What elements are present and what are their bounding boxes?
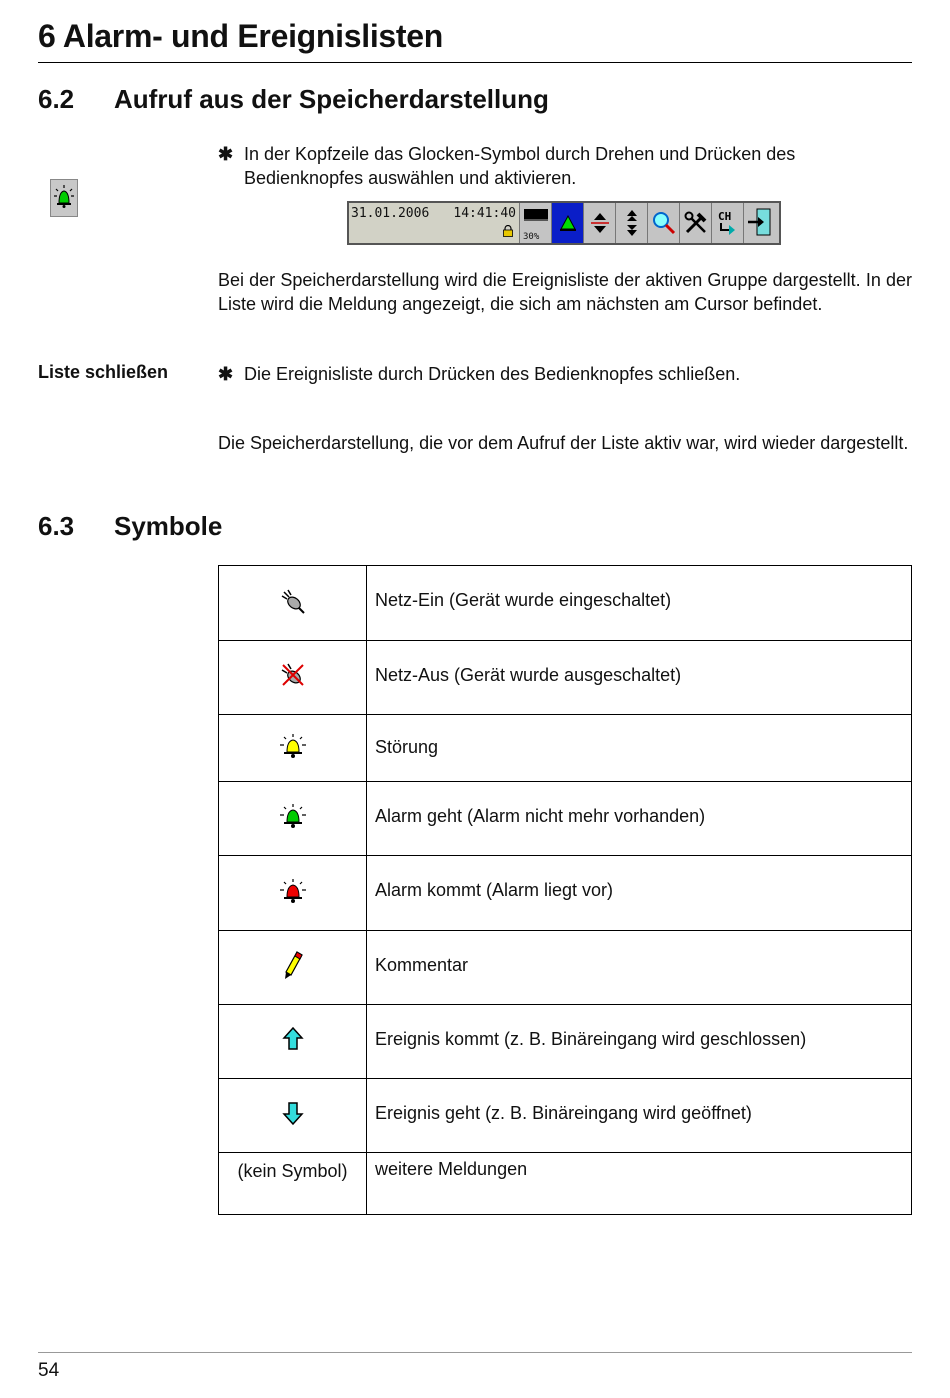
- header-toolbar: [347, 201, 781, 245]
- description-cell: Netz-Aus (Gerät wurde ausgeschaltet): [367, 641, 912, 715]
- page-scroll-button[interactable]: [616, 203, 648, 243]
- page-number: 54: [38, 1360, 60, 1381]
- bullet-star: ✱: [218, 144, 234, 164]
- bell-green-icon: [50, 179, 78, 217]
- table-row: [219, 931, 912, 1005]
- icon-cell: [219, 1005, 367, 1079]
- description-cell: Störung: [367, 715, 912, 782]
- bullet-star: ✱: [218, 364, 234, 384]
- header-rule: [38, 62, 912, 63]
- bullet-select-bell: [218, 142, 912, 190]
- icon-cell: [219, 782, 367, 856]
- section-6-2-heading: [38, 84, 549, 115]
- description-cell: Alarm geht (Alarm nicht mehr vorhanden): [367, 782, 912, 856]
- arrow-up-icon: [282, 1026, 304, 1052]
- alarm-list-button[interactable]: [552, 203, 584, 243]
- description-cell: Alarm kommt (Alarm liegt vor): [367, 856, 912, 931]
- icon-cell: [219, 641, 367, 715]
- table-row: [219, 566, 912, 641]
- bullet-text: Die Ereignisliste durch Drücken des Bedienknopfes schließen.: [244, 364, 741, 384]
- section-number: 6.2: [38, 84, 75, 114]
- table-row: [219, 1079, 912, 1153]
- magnifier-icon: [651, 210, 677, 236]
- scroll-button[interactable]: [584, 203, 616, 243]
- up-down-arrow-icon: [589, 209, 611, 237]
- table-row: [219, 856, 912, 931]
- configure-button[interactable]: [680, 203, 712, 243]
- section-number: 6.3: [38, 511, 75, 541]
- zoom-button[interactable]: [648, 203, 680, 243]
- svg-text:CH: CH: [717, 210, 731, 223]
- bullet-text: In der Kopfzeile das Glocken-Symbol durch Drehen und Drücken des Bedienknopfes auswählen und aktivieren.: [244, 144, 796, 188]
- date-time-display: [349, 203, 520, 243]
- double-arrow-icon: [621, 208, 643, 238]
- exit-door-icon: [746, 207, 774, 239]
- description-cell: weitere Meldungen: [367, 1153, 912, 1215]
- date-display: 31.01.2006: [351, 206, 430, 221]
- table-row: [219, 641, 912, 715]
- tools-icon: [683, 210, 709, 236]
- memory-percent: 30%: [523, 232, 540, 242]
- bullet-close-list: [218, 362, 912, 386]
- description-cell: Netz-Ein (Gerät wurde eingeschaltet): [367, 566, 912, 641]
- label-close-list: Liste schließen: [38, 362, 169, 382]
- icon-cell: [219, 566, 367, 641]
- lock-icon: [502, 225, 514, 237]
- exit-button[interactable]: [744, 203, 776, 243]
- section-title: Symbole: [114, 511, 223, 541]
- memory-bar-icon: [524, 209, 548, 223]
- table-row: [219, 715, 912, 782]
- section-6-3-heading: [38, 511, 222, 542]
- description-cell: Ereignis geht (z. B. Binäreingang wird geöffnet): [367, 1079, 912, 1153]
- plug-icon: [279, 587, 307, 615]
- plug-off-icon: [279, 661, 307, 689]
- symbols-table: [218, 565, 912, 1215]
- section-title: Aufruf aus der Speicherdarstellung: [114, 84, 549, 114]
- arrow-down-icon: [282, 1100, 304, 1126]
- paragraph-event-list: Bei der Speicherdarstellung wird die Ereignisliste der aktiven Gruppe dargestellt. In der Liste wird die Meldung angezeigt, die sich am nächsten am Cursor befindet.: [218, 270, 912, 314]
- memory-indicator[interactable]: [520, 203, 552, 243]
- time-display: 14:41:40: [453, 206, 516, 221]
- paragraph-restore-view: Die Speicherdarstellung, die vor dem Aufruf der Liste aktiv war, wird wieder dargestellt.: [218, 433, 909, 453]
- description-cell: Kommentar: [367, 931, 912, 1005]
- bell-green-icon: [558, 212, 578, 234]
- description-cell: Ereignis kommt (z. B. Binäreingang wird geschlossen): [367, 1005, 912, 1079]
- table-row: [219, 782, 912, 856]
- bell-yellow-icon: [278, 732, 308, 760]
- channel-button[interactable]: [712, 203, 744, 243]
- icon-cell: [219, 856, 367, 931]
- pencil-icon: [281, 949, 305, 981]
- icon-cell: (kein Symbol): [219, 1153, 367, 1215]
- icon-cell: [219, 715, 367, 782]
- channel-arrow-icon: [715, 208, 741, 238]
- chapter-title: 6 Alarm- und Ereignislisten: [38, 18, 444, 54]
- table-row: [219, 1153, 912, 1215]
- table-row: [219, 1005, 912, 1079]
- bell-red-icon: [278, 877, 308, 905]
- footer-rule: [38, 1352, 912, 1353]
- icon-cell: [219, 1079, 367, 1153]
- bell-green-icon: [278, 802, 308, 830]
- icon-cell: [219, 931, 367, 1005]
